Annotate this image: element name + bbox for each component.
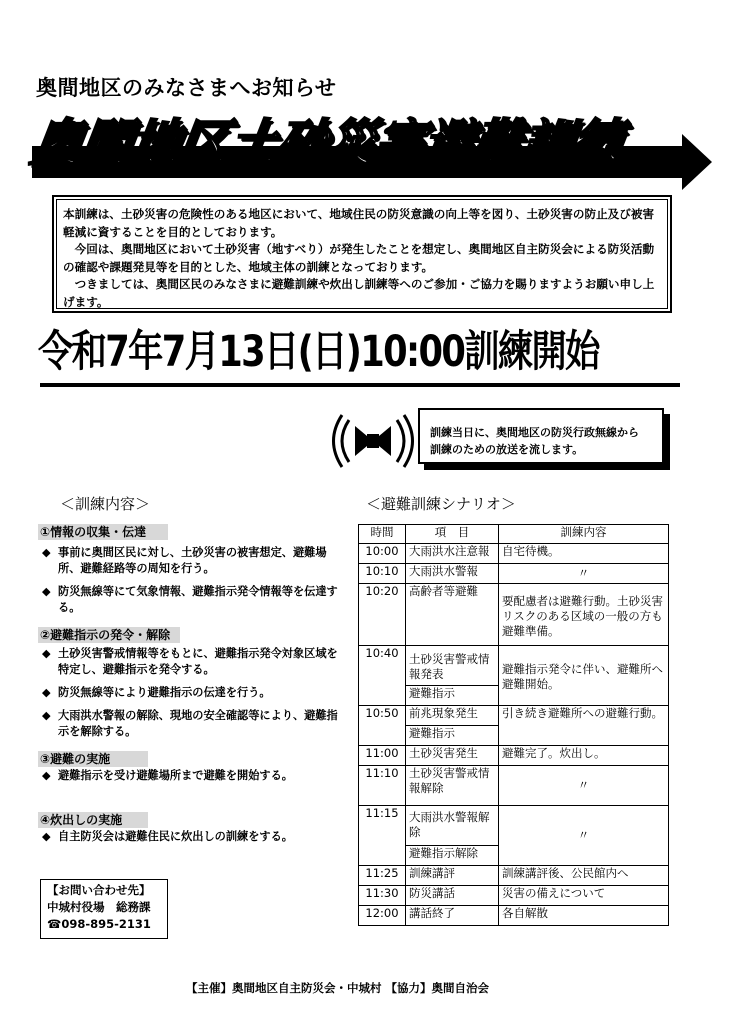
intro-box (52, 195, 672, 313)
contact-box (40, 879, 168, 939)
intro-paragraph: 本訓練は、土砂災害の危険性のある地区において、地域住民の防災意識の向上等を図り、土砂災害の防止及び被害軽減に資することを目的としております。 (63, 207, 655, 239)
contact-label: 【お問い合わせ先】 (47, 883, 151, 897)
header-item: 項 目 (406, 525, 499, 544)
footer-organizer: 【主催】奥間地区自主防災会・中城村 【協力】奥間自治会 (186, 981, 490, 995)
header-time: 時間 (359, 525, 406, 544)
diamond-bullet-icon: ◆ (42, 709, 51, 722)
section-heading: ①情報の収集・伝達 (38, 524, 168, 540)
subtitle: 奥間地区のみなさまへお知らせ (36, 76, 337, 100)
section-heading: ②避難指示の発令・解除 (38, 627, 180, 643)
table-row: 10:00 大雨洪水注意報 自宅待機。 (359, 544, 669, 564)
bullet-item: ◆ 防災無線等により避難指示の伝達を行う。 (42, 686, 271, 699)
table-row: 11:10 土砂災害警戒情報解除 〃 (359, 766, 669, 806)
intro-paragraph: 今回は、奥間地区において土砂災害（地すべり）が発生したことを想定し、奥間地区自主防災会による防災活動の確認や課題発見等を目的とした、地域主体の訓練となっております。 (63, 242, 655, 274)
diamond-bullet-icon: ◆ (42, 686, 51, 699)
bullet-item: ◆ 土砂災害警戒情報等をもとに、避難指示発令対象区域を特定し、避難指示を発令する。 (42, 647, 338, 676)
diamond-bullet-icon: ◆ (42, 647, 51, 660)
table-row: 10:10 大雨洪水警報 〃 (359, 564, 669, 584)
speaker-icon (331, 412, 415, 470)
table-row: 10:20 高齢者等避難 要配慮者は避難行動。土砂災害リスクのある区域の一般の方も避難準備。 (359, 584, 669, 646)
date-banner: 令和7年7月13日(日)10:00訓練開始 (38, 327, 599, 377)
diamond-bullet-icon: ◆ (42, 830, 51, 843)
section-heading: ③避難の実施 (38, 751, 148, 767)
contact-office: 中城村役場 総務課 (47, 900, 151, 914)
training-title: ＜訓練内容＞ (60, 495, 151, 513)
table-row: 11:00 土砂災害発生 避難完了。炊出し。 (359, 746, 669, 766)
bullet-item: ◆ 自主防災会は避難住民に炊出しの訓練をする。 (42, 830, 293, 843)
scenario-table (358, 524, 669, 926)
table-header-row (359, 525, 669, 544)
table-row: 10:50 前兆現象発生 引き続き避難所への避難行動。 (359, 706, 669, 726)
table-row: 避難指示解除 (359, 846, 669, 866)
broadcast-line: 訓練のための放送を流します。 (430, 443, 584, 456)
table-row: 11:15 大雨洪水警報解除 〃 (359, 806, 669, 846)
table-row: 10:40 土砂災害警戒情報発表 避難指示発令に伴い、避難所へ避難開始。 (359, 646, 669, 686)
section-heading: ④炊出しの実施 (38, 812, 148, 828)
date-underline (40, 383, 680, 387)
main-title: 奥間地区土砂災害避難訓練 (27, 114, 624, 172)
bullet-item: ◆ 防災無線等にて気象情報、避難指示発令情報等を伝達する。 (42, 585, 338, 614)
diamond-bullet-icon: ◆ (42, 769, 51, 782)
bullet-item: ◆ 大雨洪水警報の解除、現地の安全確認等により、避難指示を解除する。 (42, 709, 338, 738)
table-row: 11:30 防災講話 災害の備えについて (359, 886, 669, 906)
broadcast-notice (418, 408, 672, 472)
header-content: 訓練内容 (499, 525, 669, 544)
contact-phone: ☎098-895-2131 (47, 917, 151, 931)
diamond-bullet-icon: ◆ (42, 546, 51, 559)
table-row: 11:25 訓練講評 訓練講評後、公民館内へ (359, 866, 669, 886)
diamond-bullet-icon: ◆ (42, 585, 51, 598)
table-row: 12:00 講話終了 各自解散 (359, 906, 669, 926)
bullet-item: ◆ 事前に奥間区民に対し、土砂災害の被害想定、避難場所、避難経路等の周知を行う。 (42, 546, 327, 575)
table-row: 避難指示 (359, 726, 669, 746)
intro-paragraph: つきましては、奥間区民のみなさまに避難訓練や炊出し訓練等へのご参加・ご協力を賜りますようお願い申し上げます。 (63, 277, 655, 309)
table-row: 避難指示 (359, 686, 669, 706)
bullet-item: ◆ 避難指示を受け避難場所まで避難を開始する。 (42, 769, 293, 782)
broadcast-line: 訓練当日に、奥間地区の防災行政無線から (430, 426, 639, 439)
scenario-title: ＜避難訓練シナリオ＞ (366, 495, 516, 513)
